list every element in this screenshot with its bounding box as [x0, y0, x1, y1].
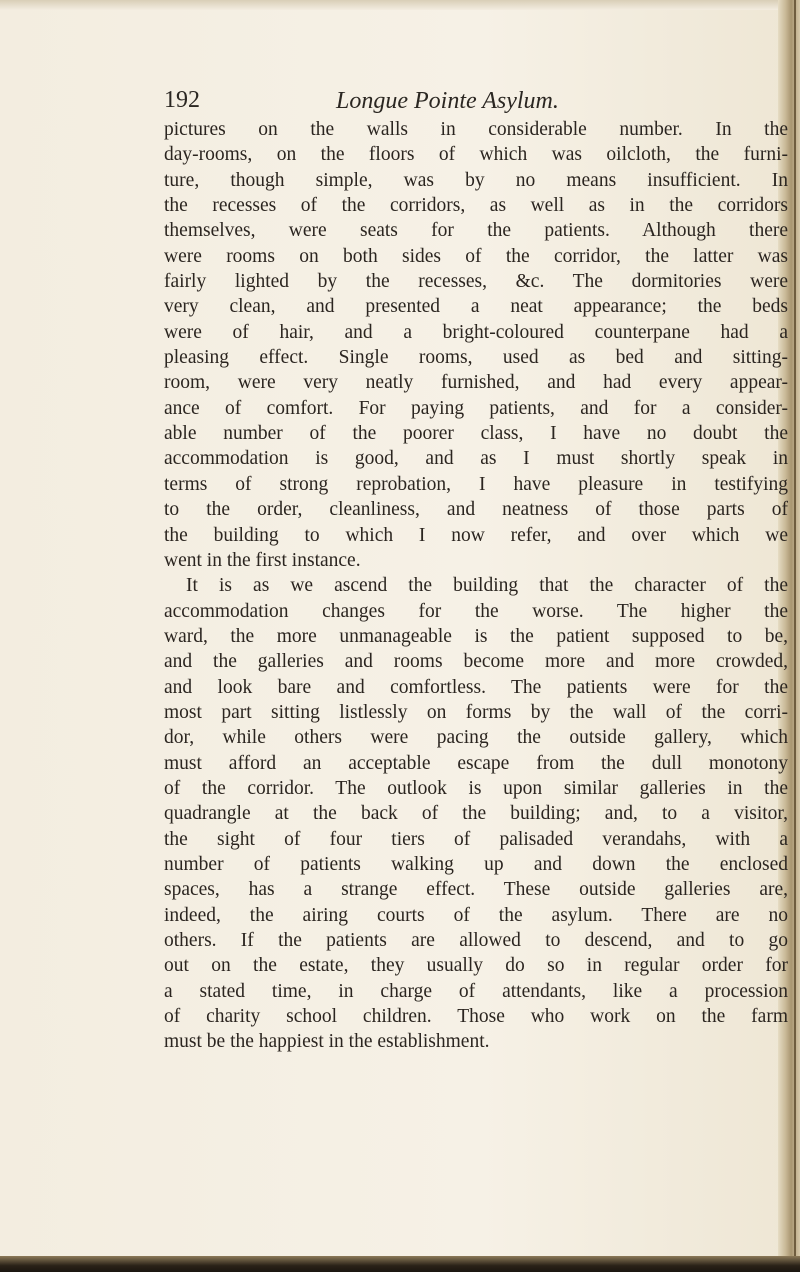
text-line: were of hair, and a bright-coloured counterpane had a	[164, 321, 788, 343]
text-line: most part sitting listlessly on forms by the wall of the corri-	[164, 701, 788, 723]
text-line: ture, though simple, was by no means insufficient. In	[164, 169, 788, 191]
text-line: pleasing effect. Single rooms, used as bed and sitting-	[164, 347, 788, 369]
text-line: accommodation changes for the worse. The higher the	[164, 600, 788, 622]
text-line: the sight of four tiers of palisaded verandahs, with a	[164, 828, 788, 850]
text-line: pictures on the walls in considerable number. In the	[164, 119, 788, 140]
text-line: number of patients walking up and down the enclosed	[164, 853, 788, 875]
text-line: of charity school children. Those who work on the farm	[164, 1006, 788, 1028]
text-line: others. If the patients are allowed to descend, and to go	[164, 930, 788, 951]
text-line: day-rooms, on the floors of which was oilcloth, the furni-	[164, 144, 788, 166]
text-line: accommodation is good, and as I must shortly speak in	[164, 448, 788, 470]
text-line: the recesses of the corridors, as well as in the corridors	[164, 195, 788, 217]
running-head: Longue Pointe Asylum.	[336, 88, 559, 114]
text-line: very clean, and presented a neat appearance; the beds	[164, 296, 788, 318]
text-line: the building to which I now refer, and over which we	[164, 524, 788, 546]
text-line: ward, the more unmanageable is the patient supposed to be,	[164, 625, 788, 647]
text-line: It is as we ascend the building that the character of the	[186, 575, 788, 597]
text-line: of the corridor. The outlook is upon similar galleries in the	[164, 777, 788, 799]
text-line: quadrangle at the back of the building; and, to a visitor,	[164, 803, 788, 825]
text-line: able number of the poorer class, I have no doubt the	[164, 423, 788, 445]
page-top-edge	[0, 0, 800, 10]
text-line: themselves, were seats for the patients. Although there	[164, 220, 788, 242]
text-line: and the galleries and rooms become more and more crowded,	[164, 651, 788, 673]
text-line: ance of comfort. For paying patients, and for a consider-	[164, 397, 788, 419]
page-bottom-edge	[0, 1256, 800, 1272]
spine-shadow-line	[794, 0, 796, 1272]
text-line: terms of strong reprobation, I have pleasure in testifying	[164, 473, 788, 495]
text-line: and look bare and comfortless. The patients were for the	[164, 676, 788, 698]
text-line: dor, while others were pacing the outside gallery, which	[164, 727, 788, 749]
text-line: fairly lighted by the recesses, &c. The dormitories were	[164, 271, 788, 293]
text-line: must afford an acceptable escape from the dull monotony	[164, 752, 788, 774]
text-line: to the order, cleanliness, and neatness of those parts of	[164, 499, 788, 521]
body-text	[164, 117, 788, 1055]
text-line: must be the happiest in the establishment.	[164, 1031, 490, 1053]
text-line: were rooms on both sides of the corridor, the latter was	[164, 245, 788, 267]
text-line: out on the estate, they usually do so in regular order for	[164, 955, 788, 977]
text-line: spaces, has a strange effect. These outside galleries are,	[164, 879, 788, 901]
text-line: indeed, the airing courts of the asylum. There are no	[164, 904, 788, 926]
text-line: a stated time, in charge of attendants, like a procession	[164, 980, 788, 1002]
text-line: went in the first instance.	[164, 549, 361, 571]
page-number: 192	[164, 87, 200, 113]
text-line: room, were very neatly furnished, and had every appear-	[164, 372, 788, 394]
